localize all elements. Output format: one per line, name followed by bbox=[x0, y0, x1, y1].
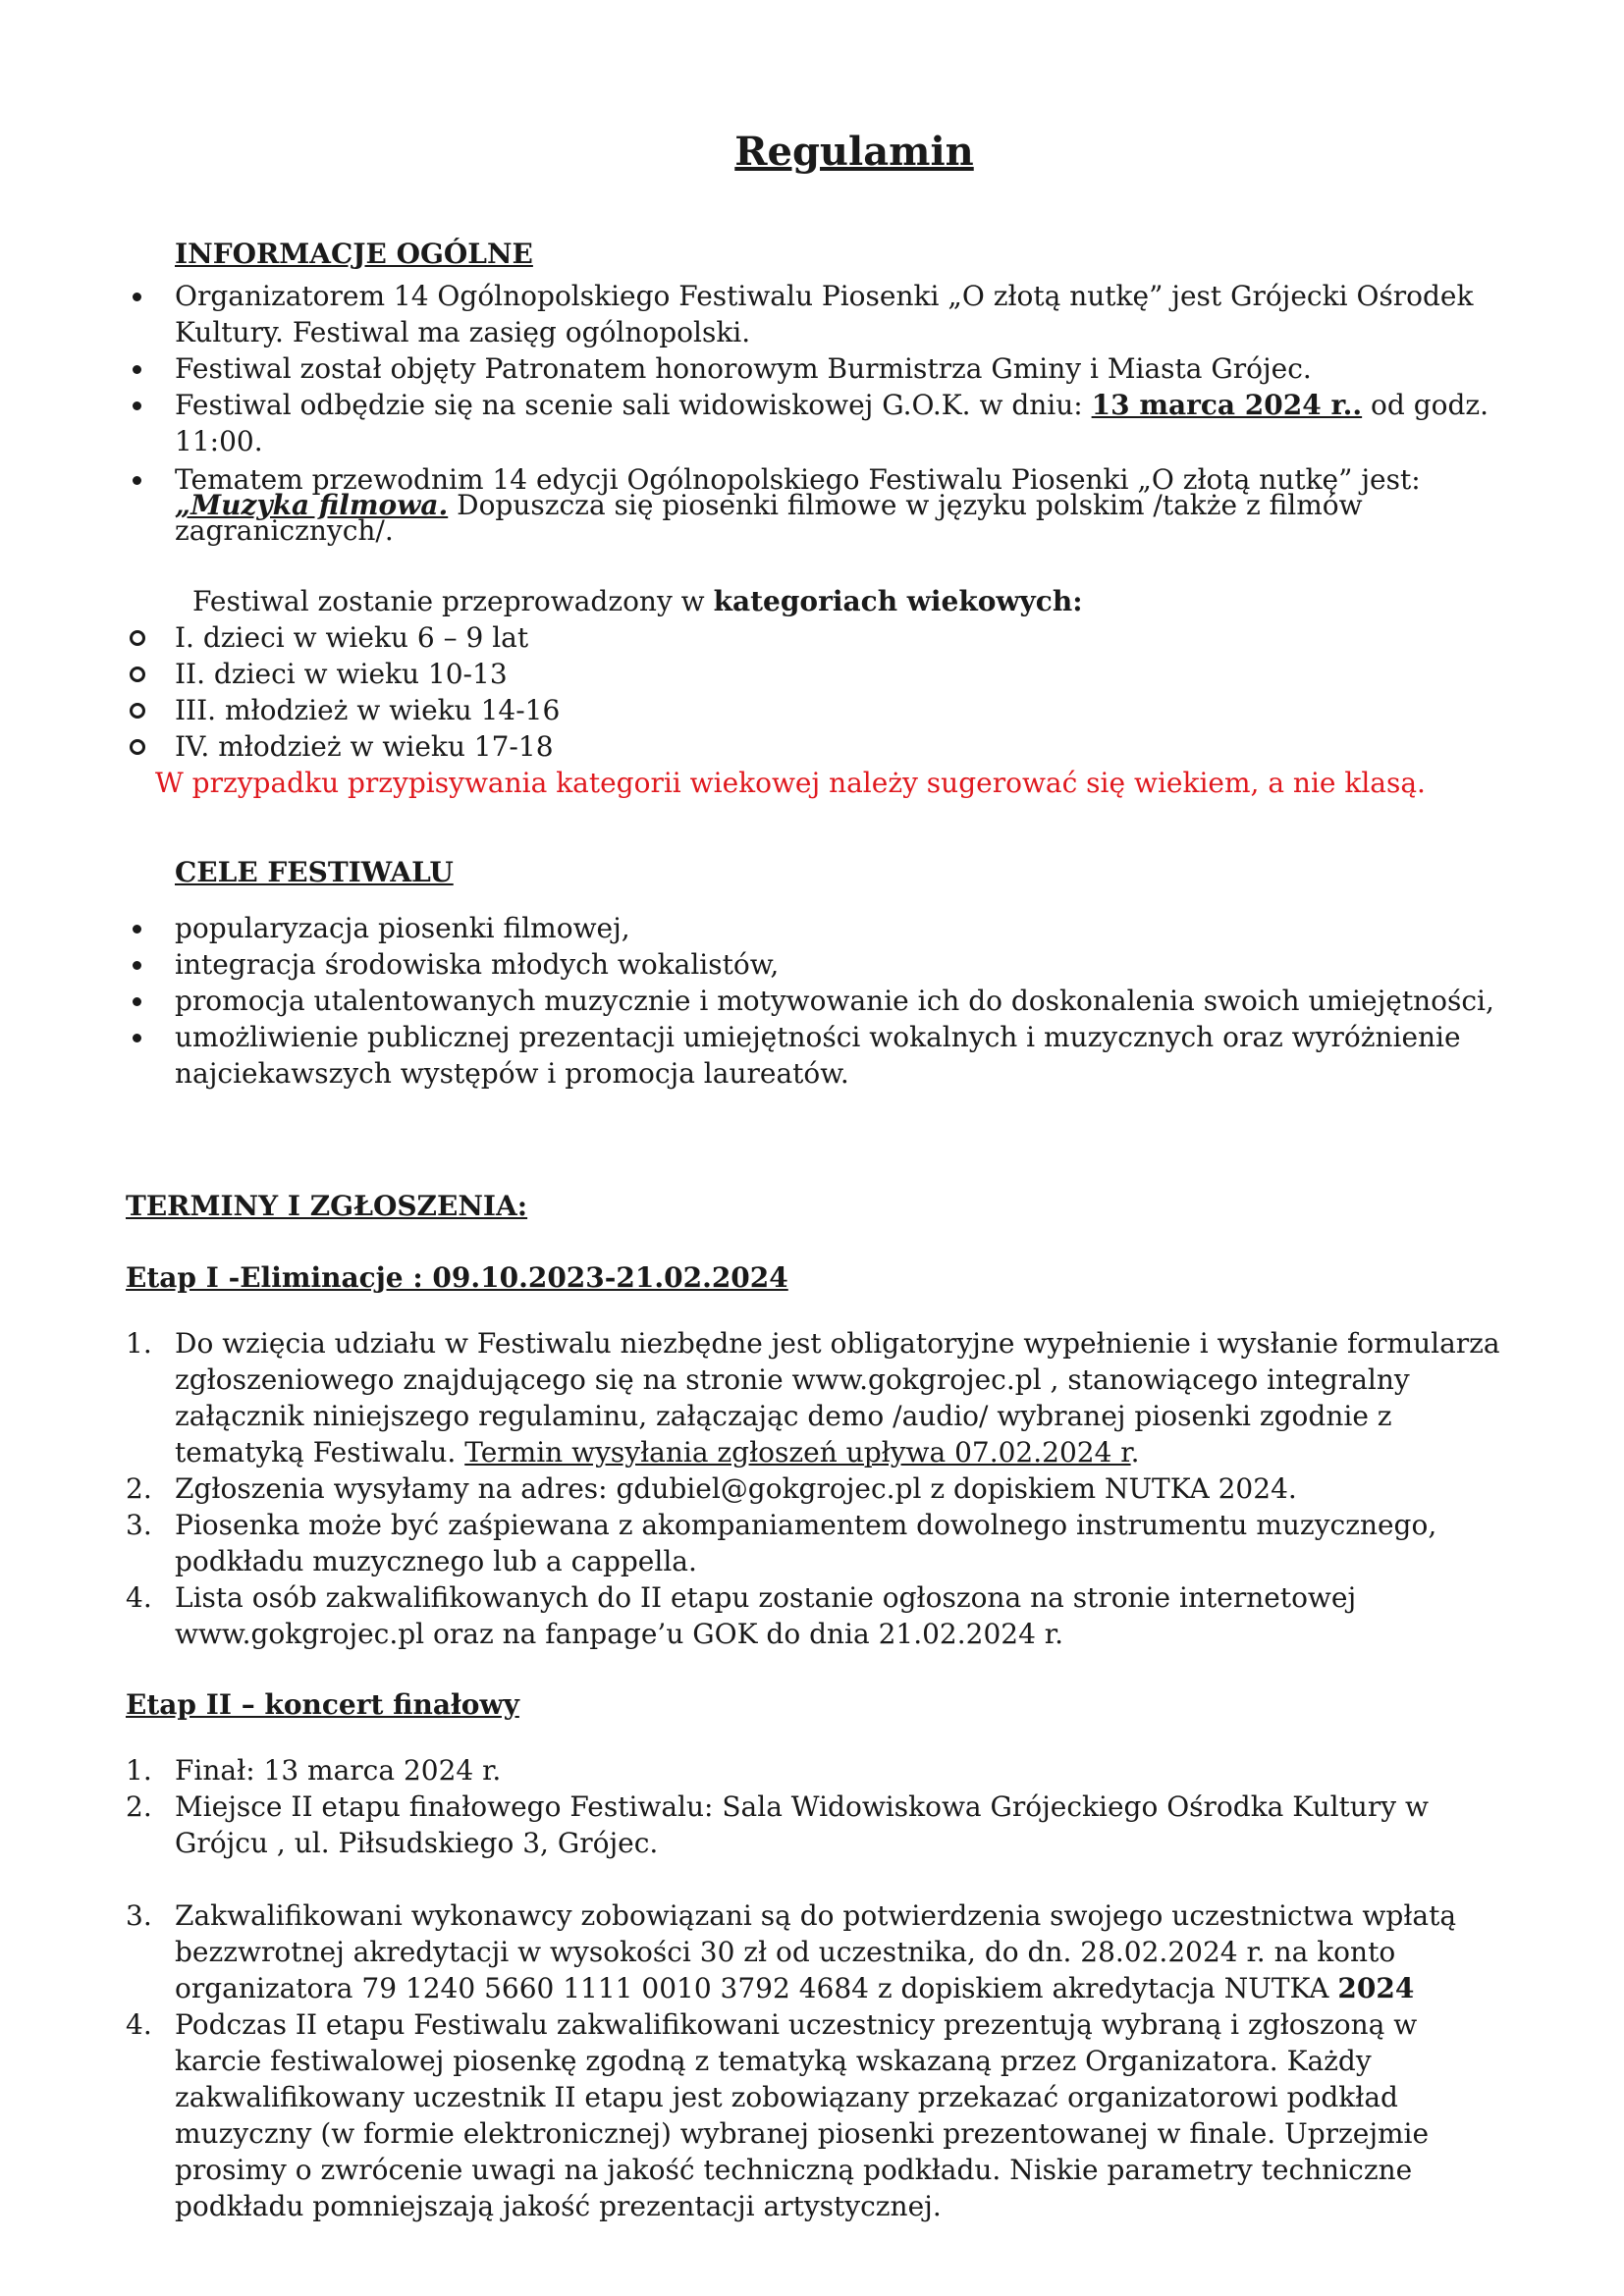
list-item: III. młodzież w wieku 14-16 bbox=[126, 692, 1500, 728]
bullet-icon bbox=[133, 365, 141, 374]
goals-list bbox=[126, 910, 1500, 1092]
list-item: 4. Podczas II etapu Festiwalu zakwalifikowani uczestnicy prezentują wybraną i zgłoszoną w karcie festiwalowej piosenkę zgodną z tematyką wskazaną przez Organizatora. Każdy zakwalifikowany uczestnik II etapu jest zobowiązany przekazać organizatorowi podkład muzyczny (w formie elektronicznej) wybranej piosenki prezentowanej w finale. Uprzejmie prosimy o zwrócenie uwagi na jakość techniczną podkładu. Niskie parametry techniczne podkładu pomniejszają jakość prezentacji artystycznej. bbox=[126, 2008, 1430, 2222]
stage2-list bbox=[126, 1752, 1500, 2224]
general-info-section bbox=[126, 236, 1500, 547]
list-item: 3. Zakwalifikowani wykonawcy zobowiązani są do potwierdzenia swojego uczestnictwa wpłatą bezzwrotnej akredytacji w wysokości 30 zł od uczestnika, do dn. 28.02.2024 r. na konto organizatora 79 1240 5660 1111 0010 3792 4684 z dopiskiem akredytacja NUTKA 2024 bbox=[126, 1899, 1457, 2004]
list-item: Festiwal odbędzie się na scenie sali widowiskowej G.O.K. w dniu: 13 marca 2024 r.. od godz. 11:00. bbox=[126, 387, 1500, 459]
goals-section bbox=[126, 854, 1500, 1092]
list-item: Organizatorem 14 Ogólnopolskiego Festiwalu Piosenki „O złotą nutkę” jest Grójecki Ośrodek Kultury. Festiwal ma zasięg ogólnopolski. bbox=[126, 278, 1500, 350]
bullet-icon bbox=[133, 476, 141, 485]
bullet-icon bbox=[133, 997, 141, 1006]
list-item: 3. Piosenka może być zaśpiewana z akompaniamentem dowolnego instrumentu muzycznego, podkładu muzycznego lub a cappella. bbox=[126, 1509, 1437, 1577]
bullet-icon bbox=[133, 293, 141, 301]
list-item: 2. Zgłoszenia wysyłamy na adres: gdubiel@gokgrojec.pl z dopiskiem NUTKA 2024. bbox=[126, 1472, 1297, 1505]
festival-date: 13 marca 2024 r.. bbox=[1091, 389, 1363, 421]
stage1-list bbox=[126, 1325, 1500, 1652]
general-info-list bbox=[126, 278, 1500, 459]
categories-section bbox=[126, 583, 1500, 801]
stage2-section bbox=[126, 1686, 1500, 2224]
categories-intro: Festiwal zostanie przeprowadzony w kategoriach wiekowych: bbox=[192, 585, 1083, 617]
bullet-icon bbox=[133, 1034, 141, 1042]
circle-bullet-icon bbox=[130, 739, 145, 755]
bullet-icon bbox=[133, 925, 141, 934]
list-item: 2. Miejsce II etapu finałowego Festiwalu: Sala Widowiskowa Grójeckiego Ośrodka Kultury w Grójcu , ul. Piłsudskiego 3, Grójec. bbox=[126, 1790, 1429, 1859]
circle-bullet-icon bbox=[130, 703, 145, 719]
categories-list bbox=[126, 619, 1500, 765]
list-item: 1. Finał: 13 marca 2024 r. bbox=[126, 1754, 502, 1787]
stage2-heading: Etap II – koncert finałowy bbox=[126, 1688, 519, 1721]
terms-section bbox=[126, 1188, 1500, 1224]
goals-heading: CELE FESTIWALU bbox=[175, 856, 454, 888]
category-note: W przypadku przypisywania kategorii wiekowej należy sugerować się wiekiem, a nie klasą. bbox=[155, 767, 1426, 799]
list-item: 4. Lista osób zakwalifikowanych do II etapu zostanie ogłoszona na stronie internetowej www.gokgrojec.pl oraz na fanpage’u GOK do dnia 21.02.2024 r. bbox=[126, 1581, 1357, 1650]
list-item: umożliwienie publicznej prezentacji umiejętności wokalnych i muzycznych oraz wyróżnienie najciekawszych występów i promocja laureatów. bbox=[126, 1019, 1500, 1092]
list-item: II. dzieci w wieku 10-13 bbox=[126, 656, 1500, 692]
festival-theme: „Muzyka filmowa. bbox=[175, 489, 449, 521]
list-item: 1. Do wzięcia udziału w Festiwalu niezbędne jest obligatoryjne wypełnienie i wysłanie formularza zgłoszeniowego znajdującego się na stronie www.gokgrojec.pl , stanowiącego integralny załącznik niniejszego regulaminu, załączając demo /audio/ wybranej piosenki zgodnie z tematyką Festiwalu. Termin wysyłania zgłoszeń upływa 07.02.2024 r. bbox=[126, 1327, 1500, 1468]
list-item: IV. młodzież w wieku 17-18 bbox=[126, 728, 1500, 765]
general-info-heading: INFORMACJE OGÓLNE bbox=[175, 238, 533, 270]
terms-heading: TERMINY I ZGŁOSZENIA: bbox=[126, 1190, 528, 1222]
circle-bullet-icon bbox=[130, 667, 145, 682]
circle-bullet-icon bbox=[130, 630, 145, 646]
list-item: integracja środowiska młodych wokalistów, bbox=[126, 946, 1500, 983]
list-item: popularyzacja piosenki filmowej, bbox=[126, 910, 1500, 946]
stage1-section bbox=[126, 1259, 1500, 1652]
list-item: I. dzieci w wieku 6 – 9 lat bbox=[126, 619, 1500, 656]
bullet-icon bbox=[133, 401, 141, 410]
stage1-heading: Etap I -Eliminacje : 09.10.2023-21.02.2024 bbox=[126, 1261, 788, 1294]
deadline-text: Termin wysyłania zgłoszeń upływa 07.02.2024 r bbox=[464, 1436, 1131, 1468]
bullet-icon bbox=[133, 961, 141, 970]
list-item: Festiwal został objęty Patronatem honorowym Burmistrza Gminy i Miasta Grójec. bbox=[126, 350, 1500, 387]
theme-list bbox=[126, 463, 1500, 547]
list-item: promocja utalentowanych muzycznie i motywowanie ich do doskonalenia swoich umiejętności, bbox=[126, 983, 1500, 1019]
list-item: Tematem przewodnim 14 edycji Ogólnopolskiego Festiwalu Piosenki „O złotą nutkę” jest: „Muzyka filmowa. Dopuszcza się piosenki filmowe w języku polskim /także z filmów zagranicznych/. bbox=[126, 467, 1500, 544]
document-title: Regulamin bbox=[734, 129, 974, 175]
